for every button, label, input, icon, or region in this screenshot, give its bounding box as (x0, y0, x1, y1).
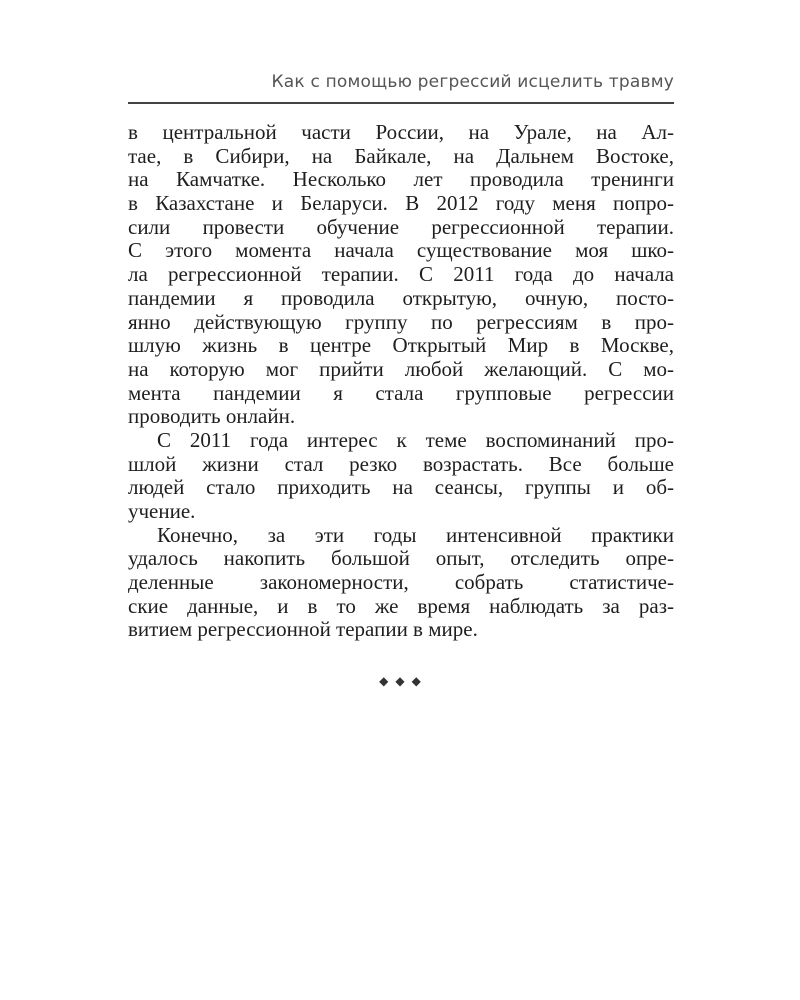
text-line: в Казахстане и Беларуси. В 2012 году меня попро- (128, 191, 674, 216)
text-line: ла регрессионной терапии. С 2011 года до начала (128, 262, 674, 287)
text-line: деленные закономерности, собрать статистиче- (128, 570, 674, 595)
paragraph-3 (128, 524, 674, 642)
text-line: тае, в Сибири, на Байкале, на Дальнем Востоке, (128, 143, 674, 168)
text-line: шлую жизнь в центре Открытый Мир в Москве, (128, 333, 674, 358)
text-line: витием регрессионной терапии в мире. (128, 617, 478, 642)
header-rule (128, 102, 674, 104)
text-line: в центральной части России, на Урале, на Ал- (128, 120, 674, 144)
text-line: шлой жизни стал резко возрастать. Все больше (128, 451, 674, 476)
text-line: ские данные, и в то же время наблюдать за раз- (128, 593, 674, 618)
diamond-ornament-icon: ◆◆◆ (379, 674, 428, 688)
text-line: Конечно, за эти годы интенсивной практики (157, 522, 674, 547)
paragraph-2 (128, 429, 674, 524)
text-line: пандемии я проводила открытую, очную, посто- (128, 285, 674, 310)
text-line: С 2011 года интерес к теме воспоминаний про- (157, 427, 674, 452)
text-line: на Камчатке. Несколько лет проводила тренинги (128, 167, 674, 192)
text-line: сили провести обучение регрессионной терапии. (128, 214, 674, 239)
body-text (128, 121, 674, 642)
text-line: С этого момента начала существование моя шко- (128, 238, 674, 263)
running-header: Как с помощью регрессий исцелить травму (271, 72, 674, 92)
section-separator (0, 674, 800, 688)
text-line: учение. (128, 499, 196, 523)
text-line: удалось накопить большой опыт, отследить опре- (128, 546, 674, 571)
text-line: людей стало приходить на сеансы, группы и об- (128, 475, 674, 500)
paragraph-1 (128, 121, 674, 429)
text-line: мента пандемии я стала групповые регрессии (128, 380, 674, 405)
text-line: на которую мог прийти любой желающий. С мо- (128, 356, 674, 381)
text-line: проводить онлайн. (128, 404, 296, 429)
text-line: янно действующую группу по регрессиям в про- (128, 309, 674, 334)
